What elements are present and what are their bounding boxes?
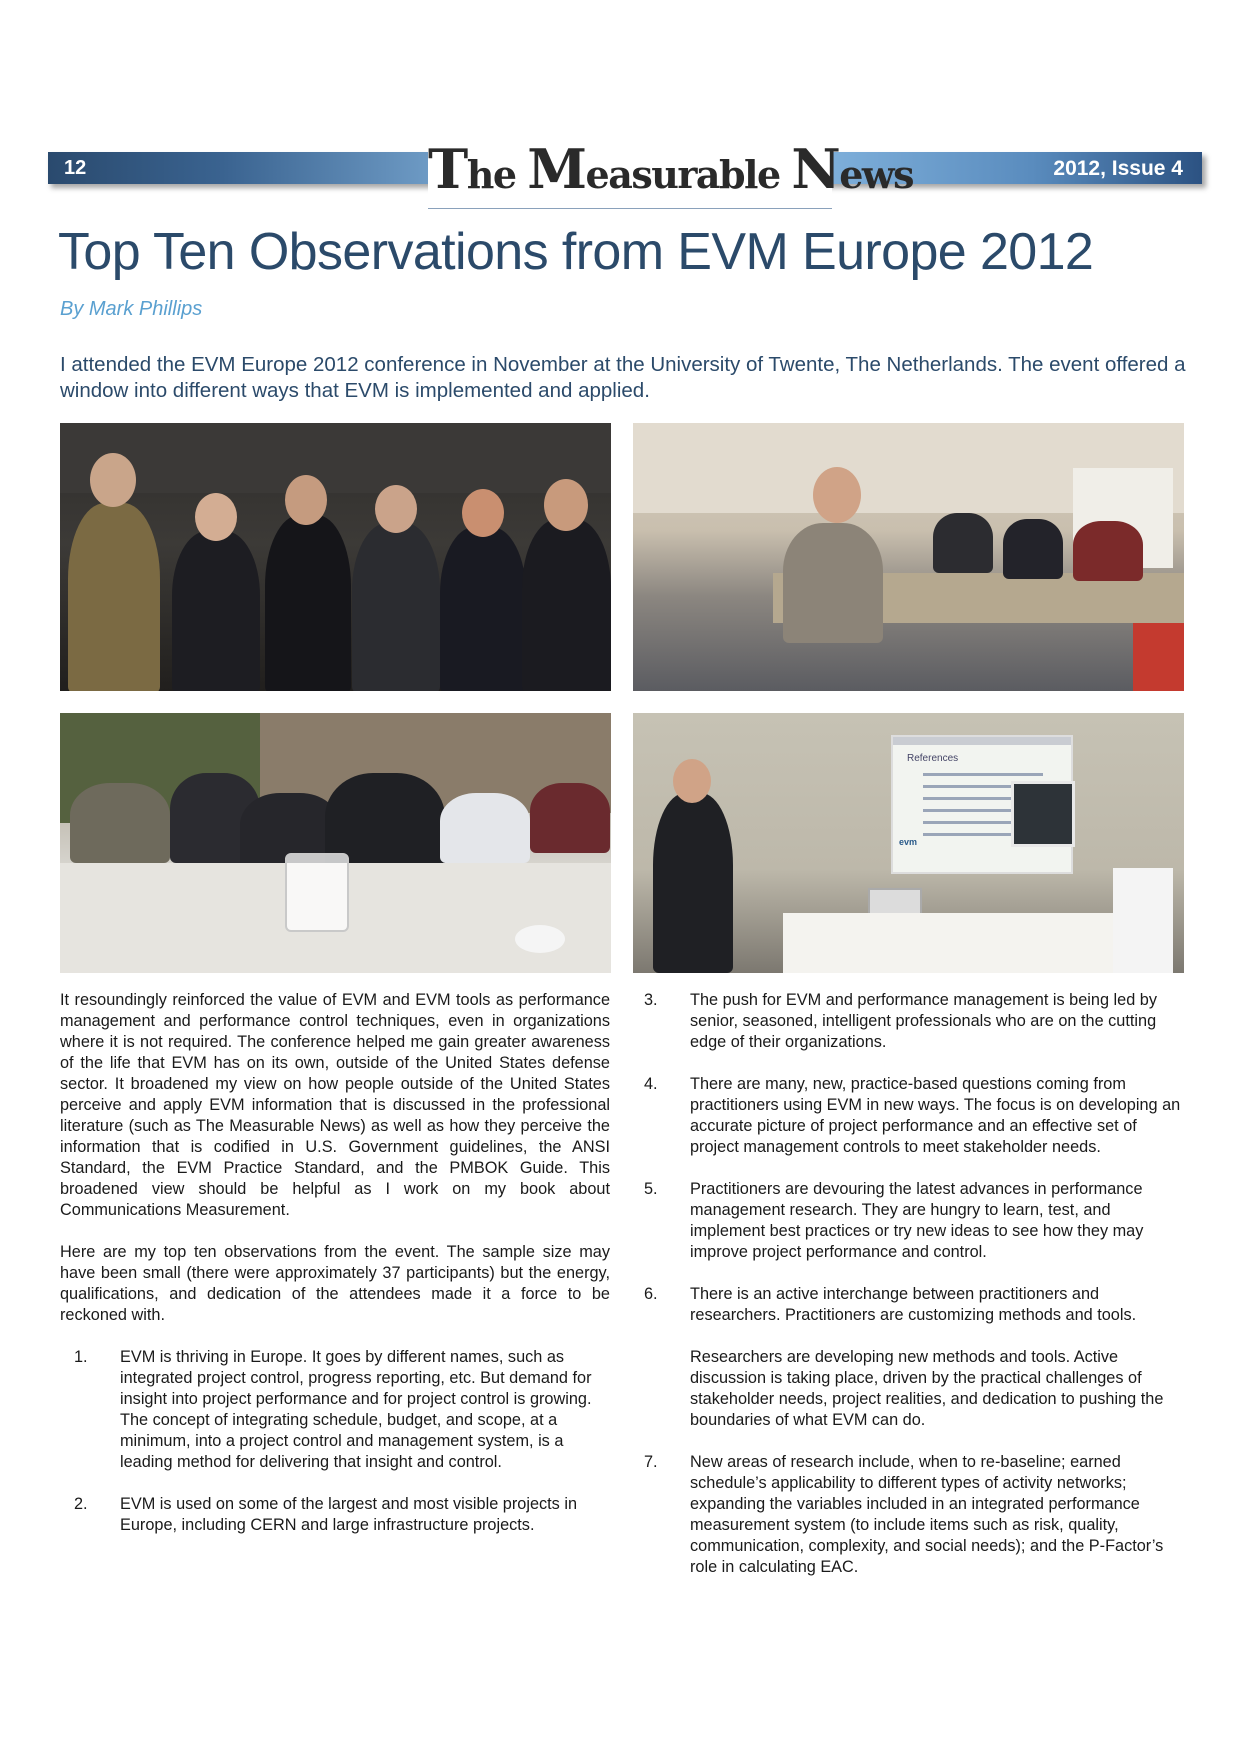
observation-item xyxy=(644,1452,1184,1578)
observation-number: 3. xyxy=(644,991,658,1009)
photo-audience xyxy=(633,423,1184,691)
person-head xyxy=(462,489,504,537)
observation-item xyxy=(644,990,1184,1053)
observation-text: Practitioners are devouring the latest advances in performance management research. They are hungry to learn, test, and implement best practices or try new ideas to see how they may improve project performance and control. xyxy=(690,1180,1144,1261)
person-figure xyxy=(530,783,610,853)
observation-text: There is an active interchange between practitioners and researchers. Practitioners are customizing methods and tools. xyxy=(690,1285,1137,1324)
observation-number: 4. xyxy=(644,1075,658,1093)
observation-text: There are many, new, practice-based questions coming from practitioners using EVM in new ways. The focus is on developing an accurate picture of project performance and an effective set of project management controls to meet stakeholder needs. xyxy=(690,1075,1181,1156)
header-band-left xyxy=(48,152,436,184)
observation-item xyxy=(644,1074,1184,1158)
body-column-right xyxy=(644,990,1184,1599)
person-head xyxy=(90,453,136,507)
presenter-figure xyxy=(653,793,733,973)
issue-label: 2012, Issue 4 xyxy=(1053,157,1183,180)
body-column-left xyxy=(60,990,610,1557)
observation-text: EVM is thriving in Europe. It goes by different names, such as integrated project control, progress reporting, etc. But demand for insight into project performance and for project control is growing. The concept of integrating schedule, budget, and scope, at a minimum, into a project control and management system, is a leading method for delivering that insight and control. xyxy=(120,1348,592,1471)
person-figure xyxy=(265,515,351,691)
observation-number: 6. xyxy=(644,1285,658,1303)
observation-item xyxy=(74,1347,610,1473)
person-head xyxy=(375,485,417,533)
video-call-screen xyxy=(1011,781,1075,847)
person-head xyxy=(195,493,237,541)
observation-text: The push for EVM and performance management is being led by senior, seasoned, intelligent professionals who are on the cutting edge of their organizations. xyxy=(690,991,1157,1051)
observation-number: 7. xyxy=(644,1453,658,1471)
observation-number: 5. xyxy=(644,1180,658,1198)
person-figure xyxy=(933,513,993,573)
observation-text-continued: Researchers are developing new methods and tools. Active discussion is taking place, driven by the practical challenges of stakeholder needs, project realities, and dedication to pushing the boundaries of what EVM can do. xyxy=(690,1348,1164,1429)
body-paragraph: It resoundingly reinforced the value of EVM and EVM tools as performance management and performance control techniques, even in organizations where it is not required. The conference helped me gain greater awareness of the life that EVM has on its own, outside of the United States defense sector. It broadened my view on how people outside of the United States perceive and apply EVM information that is discussed in the professional literature (such as The Measurable News) as well as how they perceive the information that is codified in U.S. Government guidelines, the ANSI Standard, the EVM Practice Standard, and the PMBOK Guide. This broadened view should be helpful as I work on my book about Communications Measurement. xyxy=(60,991,610,1219)
person-figure xyxy=(522,519,611,691)
observations-list xyxy=(644,990,1184,1578)
article-intro: I attended the EVM Europe 2012 conference in November at the University of Twente, The Netherlands. The event offered a window into different ways that EVM is implemented and applied. xyxy=(60,353,1186,402)
person-figure xyxy=(68,503,160,691)
person-figure xyxy=(1003,519,1063,579)
masthead-logo: The Measurable News xyxy=(428,138,832,208)
person-figure xyxy=(440,527,526,691)
person-head xyxy=(544,479,588,531)
observation-item xyxy=(644,1179,1184,1263)
person-figure xyxy=(172,531,260,691)
photo-group-portrait xyxy=(60,423,611,691)
person-head xyxy=(813,467,861,523)
person-figure xyxy=(783,523,883,643)
article-byline: By Mark Phillips xyxy=(60,298,203,320)
person-figure xyxy=(1073,521,1143,581)
person-figure xyxy=(352,523,440,691)
observation-text: EVM is used on some of the largest and most visible projects in Europe, including CERN and large infrastructure projects. xyxy=(120,1495,577,1534)
observation-item xyxy=(74,1494,610,1536)
slide-logo: evm xyxy=(899,837,918,847)
slide-title: References xyxy=(907,753,959,764)
person-head xyxy=(285,475,327,525)
article-title: Top Ten Observations from EVM Europe 2012 xyxy=(58,223,1094,281)
presenter-head xyxy=(673,759,711,803)
observation-item xyxy=(644,1284,1184,1431)
observations-list xyxy=(60,1347,610,1536)
person-figure xyxy=(440,793,530,863)
photo-presentation xyxy=(633,713,1184,973)
observation-number: 1. xyxy=(74,1348,88,1366)
masthead-rule xyxy=(428,208,832,209)
observation-text: New areas of research include, when to re-baseline; earned schedule’s applicability to different types of activity networks; expanding the variables included in an integrated performance measurement system (to include items such as risk, quality, communication, complexity, and social needs); and the P-Factor’s role in calculating EAC. xyxy=(690,1453,1164,1576)
person-figure xyxy=(70,783,170,863)
observation-number: 2. xyxy=(74,1495,88,1513)
body-paragraph: Here are my top ten observations from the event. The sample size may have been small (there were approximately 37 participants) but the energy, qualifications, and dedication of the attendees made it a force to be reckoned with. xyxy=(60,1243,610,1324)
photo-participants-table xyxy=(60,713,611,973)
page-number: 12 xyxy=(64,157,87,179)
